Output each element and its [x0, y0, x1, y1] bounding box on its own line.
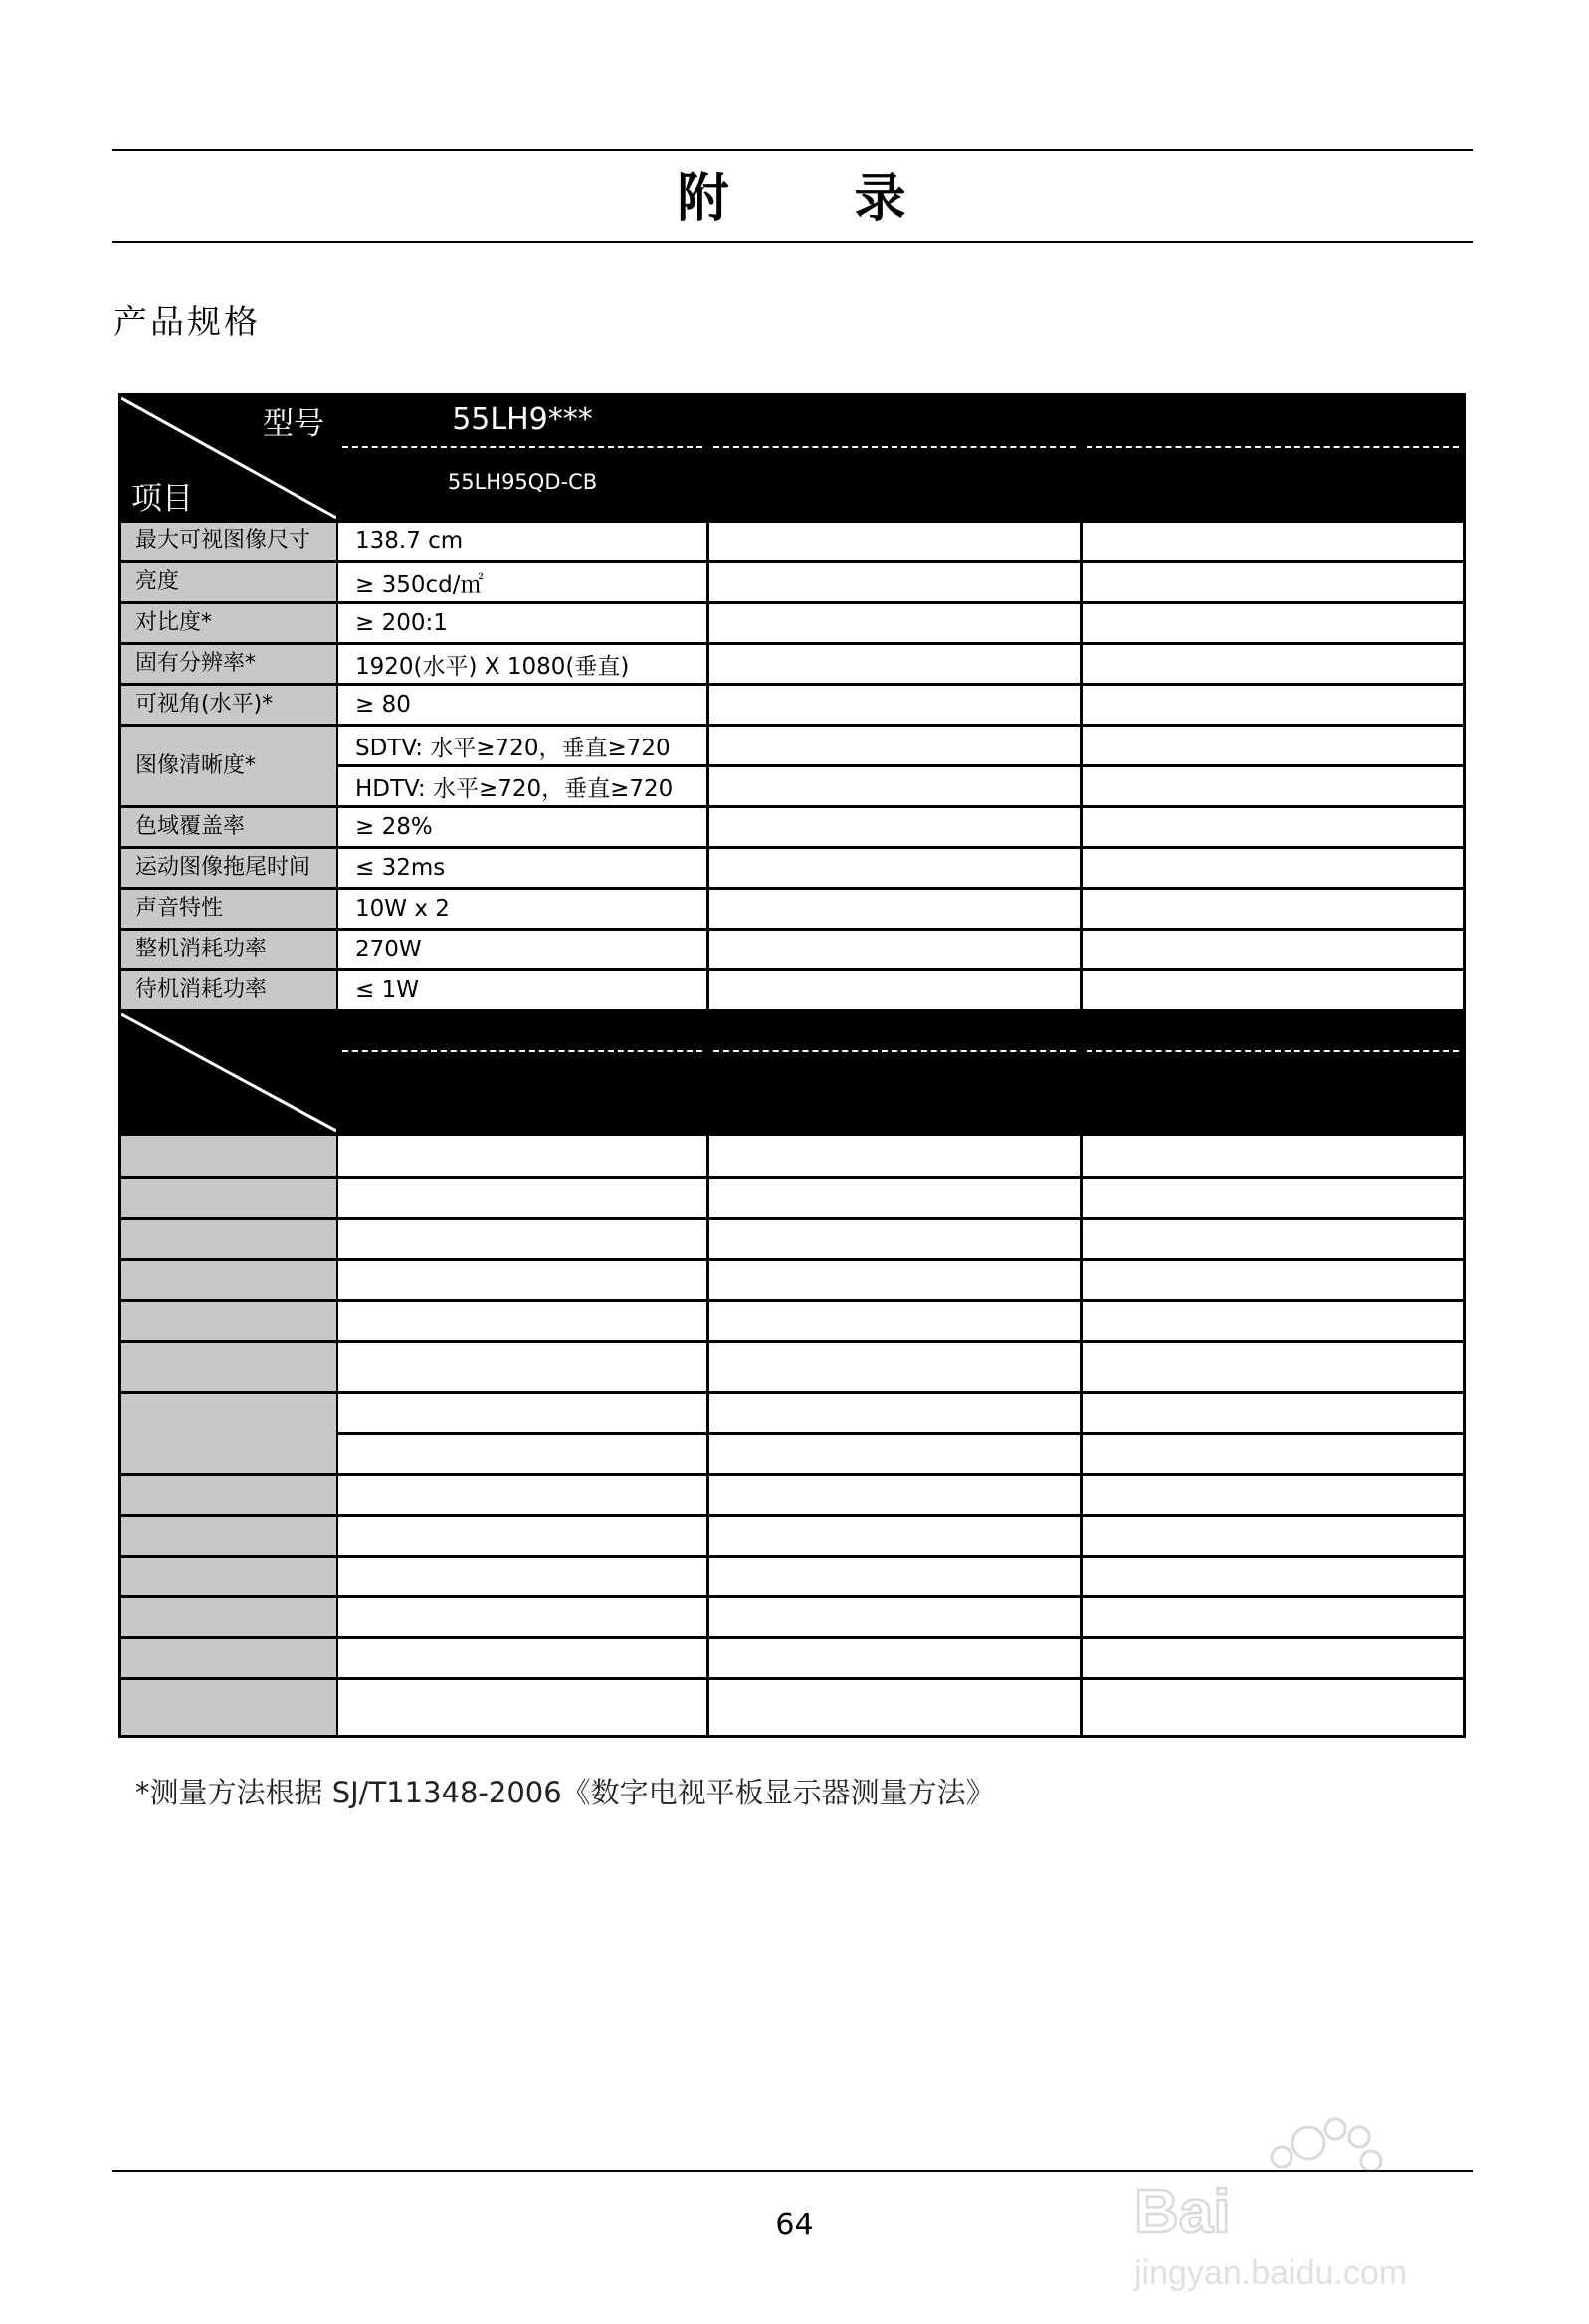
spec-value-empty [709, 931, 1080, 968]
diagonal-divider-icon [121, 1012, 336, 1133]
empty-cell [709, 1220, 1080, 1258]
empty-label [121, 1558, 336, 1595]
spec-value-empty [1083, 849, 1463, 887]
section-title: 产品规格 [113, 303, 261, 342]
spec-label: 亮度 [121, 563, 336, 601]
empty-cell [1083, 1435, 1463, 1473]
empty-cell [1083, 1558, 1463, 1595]
header-dash [342, 1050, 702, 1052]
spec-value: ≤ 1W [338, 971, 706, 1009]
empty-cell [709, 1476, 1080, 1514]
empty-label [121, 1394, 336, 1473]
header-dash-3 [1087, 446, 1459, 448]
spec-label: 图像清晰度* [121, 727, 336, 805]
empty-cell [338, 1476, 706, 1514]
header-empty-col-3 [1083, 1012, 1463, 1133]
spec-label: 待机消耗功率 [121, 971, 336, 1009]
spec-value-empty [709, 890, 1080, 928]
spec-value: ≥ 28% [338, 808, 706, 846]
spec-value: HDTV: 水平≥720，垂直≥720 [338, 767, 706, 805]
spec-label: 可视角(水平)* [121, 686, 336, 724]
header-dash-1 [342, 446, 702, 448]
empty-cell [1083, 1343, 1463, 1391]
page-number: 64 [775, 2208, 814, 2242]
empty-label [121, 1598, 336, 1636]
empty-cell [338, 1179, 706, 1217]
spec-value-empty [1083, 890, 1463, 928]
spec-value: ≤ 32ms [338, 849, 706, 887]
empty-cell [1083, 1680, 1463, 1735]
baidu-watermark-logo [1104, 2095, 1512, 2294]
empty-cell [1083, 1136, 1463, 1176]
spec-label: 固有分辨率* [121, 645, 336, 683]
spec-value-empty [709, 563, 1080, 601]
empty-label [121, 1179, 336, 1217]
empty-cell [338, 1394, 706, 1432]
spec-label: 整机消耗功率 [121, 931, 336, 968]
title-bottom-rule [112, 241, 1473, 243]
header-corner-cell [121, 396, 336, 520]
empty-label [121, 1639, 336, 1677]
spec-value-empty [709, 523, 1080, 560]
empty-cell [709, 1558, 1080, 1595]
corner-label-model: 型号 [263, 406, 324, 442]
spec-value: 1920(水平) X 1080(垂直) [338, 645, 706, 683]
spec-value-empty [709, 727, 1080, 764]
empty-cell [1083, 1517, 1463, 1555]
spec-value-empty [1083, 686, 1463, 724]
header-model-col-3 [1083, 396, 1463, 520]
spec-value-empty [709, 604, 1080, 642]
empty-cell [709, 1179, 1080, 1217]
spec-label: 最大可视图像尺寸 [121, 523, 336, 560]
empty-label [121, 1302, 336, 1340]
footnote: *测量方法根据 SJ/T11348-2006《数字电视平板显示器测量方法》 [135, 1776, 995, 1809]
header-model-col-1 [338, 396, 706, 520]
spec-label: 色域覆盖率 [121, 808, 336, 846]
spec-value-empty [1083, 767, 1463, 805]
empty-cell [338, 1435, 706, 1473]
spec-value: SDTV: 水平≥720，垂直≥720 [338, 727, 706, 764]
spec-value-empty [709, 645, 1080, 683]
empty-cell [338, 1639, 706, 1677]
model-number: 55LH95QD-CB [447, 470, 598, 494]
empty-cell [709, 1639, 1080, 1677]
spec-table [118, 393, 1466, 1738]
spec-value-empty [1083, 604, 1463, 642]
empty-cell [709, 1517, 1080, 1555]
spec-value-empty [1083, 808, 1463, 846]
empty-cell [1083, 1179, 1463, 1217]
spec-value-empty [709, 849, 1080, 887]
spec-value-empty [1083, 523, 1463, 560]
empty-cell [709, 1394, 1080, 1432]
spec-value: ≥ 200:1 [338, 604, 706, 642]
empty-cell [1083, 1220, 1463, 1258]
empty-cell [709, 1261, 1080, 1299]
header-dash [713, 1050, 1076, 1052]
spec-value-empty [1083, 971, 1463, 1009]
empty-cell [709, 1302, 1080, 1340]
empty-cell [1083, 1394, 1463, 1432]
spec-value: 270W [338, 931, 706, 968]
empty-label [121, 1261, 336, 1299]
header-empty-col-1 [338, 1012, 706, 1133]
header-dash [1087, 1050, 1459, 1052]
empty-cell [709, 1343, 1080, 1391]
empty-cell [338, 1220, 706, 1258]
spec-value: 138.7 cm [338, 523, 706, 560]
top-rule [112, 149, 1473, 151]
header-dash-2 [713, 446, 1076, 448]
svg-text:jingyan.baidu.com: jingyan.baidu.com [1134, 2254, 1408, 2292]
corner-label-item: 项目 [131, 481, 193, 517]
empty-cell [338, 1680, 706, 1735]
empty-label [121, 1136, 336, 1176]
spec-value-empty [709, 686, 1080, 724]
empty-label [121, 1517, 336, 1555]
empty-cell [1083, 1476, 1463, 1514]
empty-cell [1083, 1639, 1463, 1677]
empty-cell [1083, 1598, 1463, 1636]
spec-value: ≥ 350cd/㎡ [338, 563, 706, 601]
page-title-char-1: 附 [677, 169, 731, 229]
empty-label [121, 1476, 336, 1514]
empty-cell [1083, 1261, 1463, 1299]
empty-cell [338, 1343, 706, 1391]
empty-cell [338, 1136, 706, 1176]
empty-cell [1083, 1302, 1463, 1340]
empty-cell [338, 1598, 706, 1636]
spec-value-empty [709, 767, 1080, 805]
spec-value-empty [1083, 727, 1463, 764]
model-series: 55LH9*** [452, 402, 593, 437]
empty-cell [338, 1261, 706, 1299]
page-title-char-2: 录 [854, 169, 908, 229]
empty-cell [338, 1517, 706, 1555]
empty-label [121, 1343, 336, 1391]
empty-label [121, 1220, 336, 1258]
spec-value-empty [709, 808, 1080, 846]
spec-value-empty [1083, 645, 1463, 683]
empty-cell [709, 1136, 1080, 1176]
header-corner-cell-2 [121, 1012, 336, 1133]
spec-value-empty [1083, 563, 1463, 601]
empty-cell [338, 1302, 706, 1340]
empty-cell [338, 1558, 706, 1595]
svg-text:Bai: Bai [1134, 2178, 1231, 2246]
spec-value: 10W x 2 [338, 890, 706, 928]
page-title [112, 163, 1473, 235]
spec-label: 对比度* [121, 604, 336, 642]
spec-value: ≥ 80 [338, 686, 706, 724]
empty-label [121, 1680, 336, 1735]
empty-cell [709, 1680, 1080, 1735]
empty-cell [709, 1598, 1080, 1636]
empty-cell [709, 1435, 1080, 1473]
spec-value-empty [1083, 931, 1463, 968]
spec-label: 声音特性 [121, 890, 336, 928]
spec-value-empty [709, 971, 1080, 1009]
header-model-col-2 [709, 396, 1080, 520]
spec-label: 运动图像拖尾时间 [121, 849, 336, 887]
header-empty-col-2 [709, 1012, 1080, 1133]
